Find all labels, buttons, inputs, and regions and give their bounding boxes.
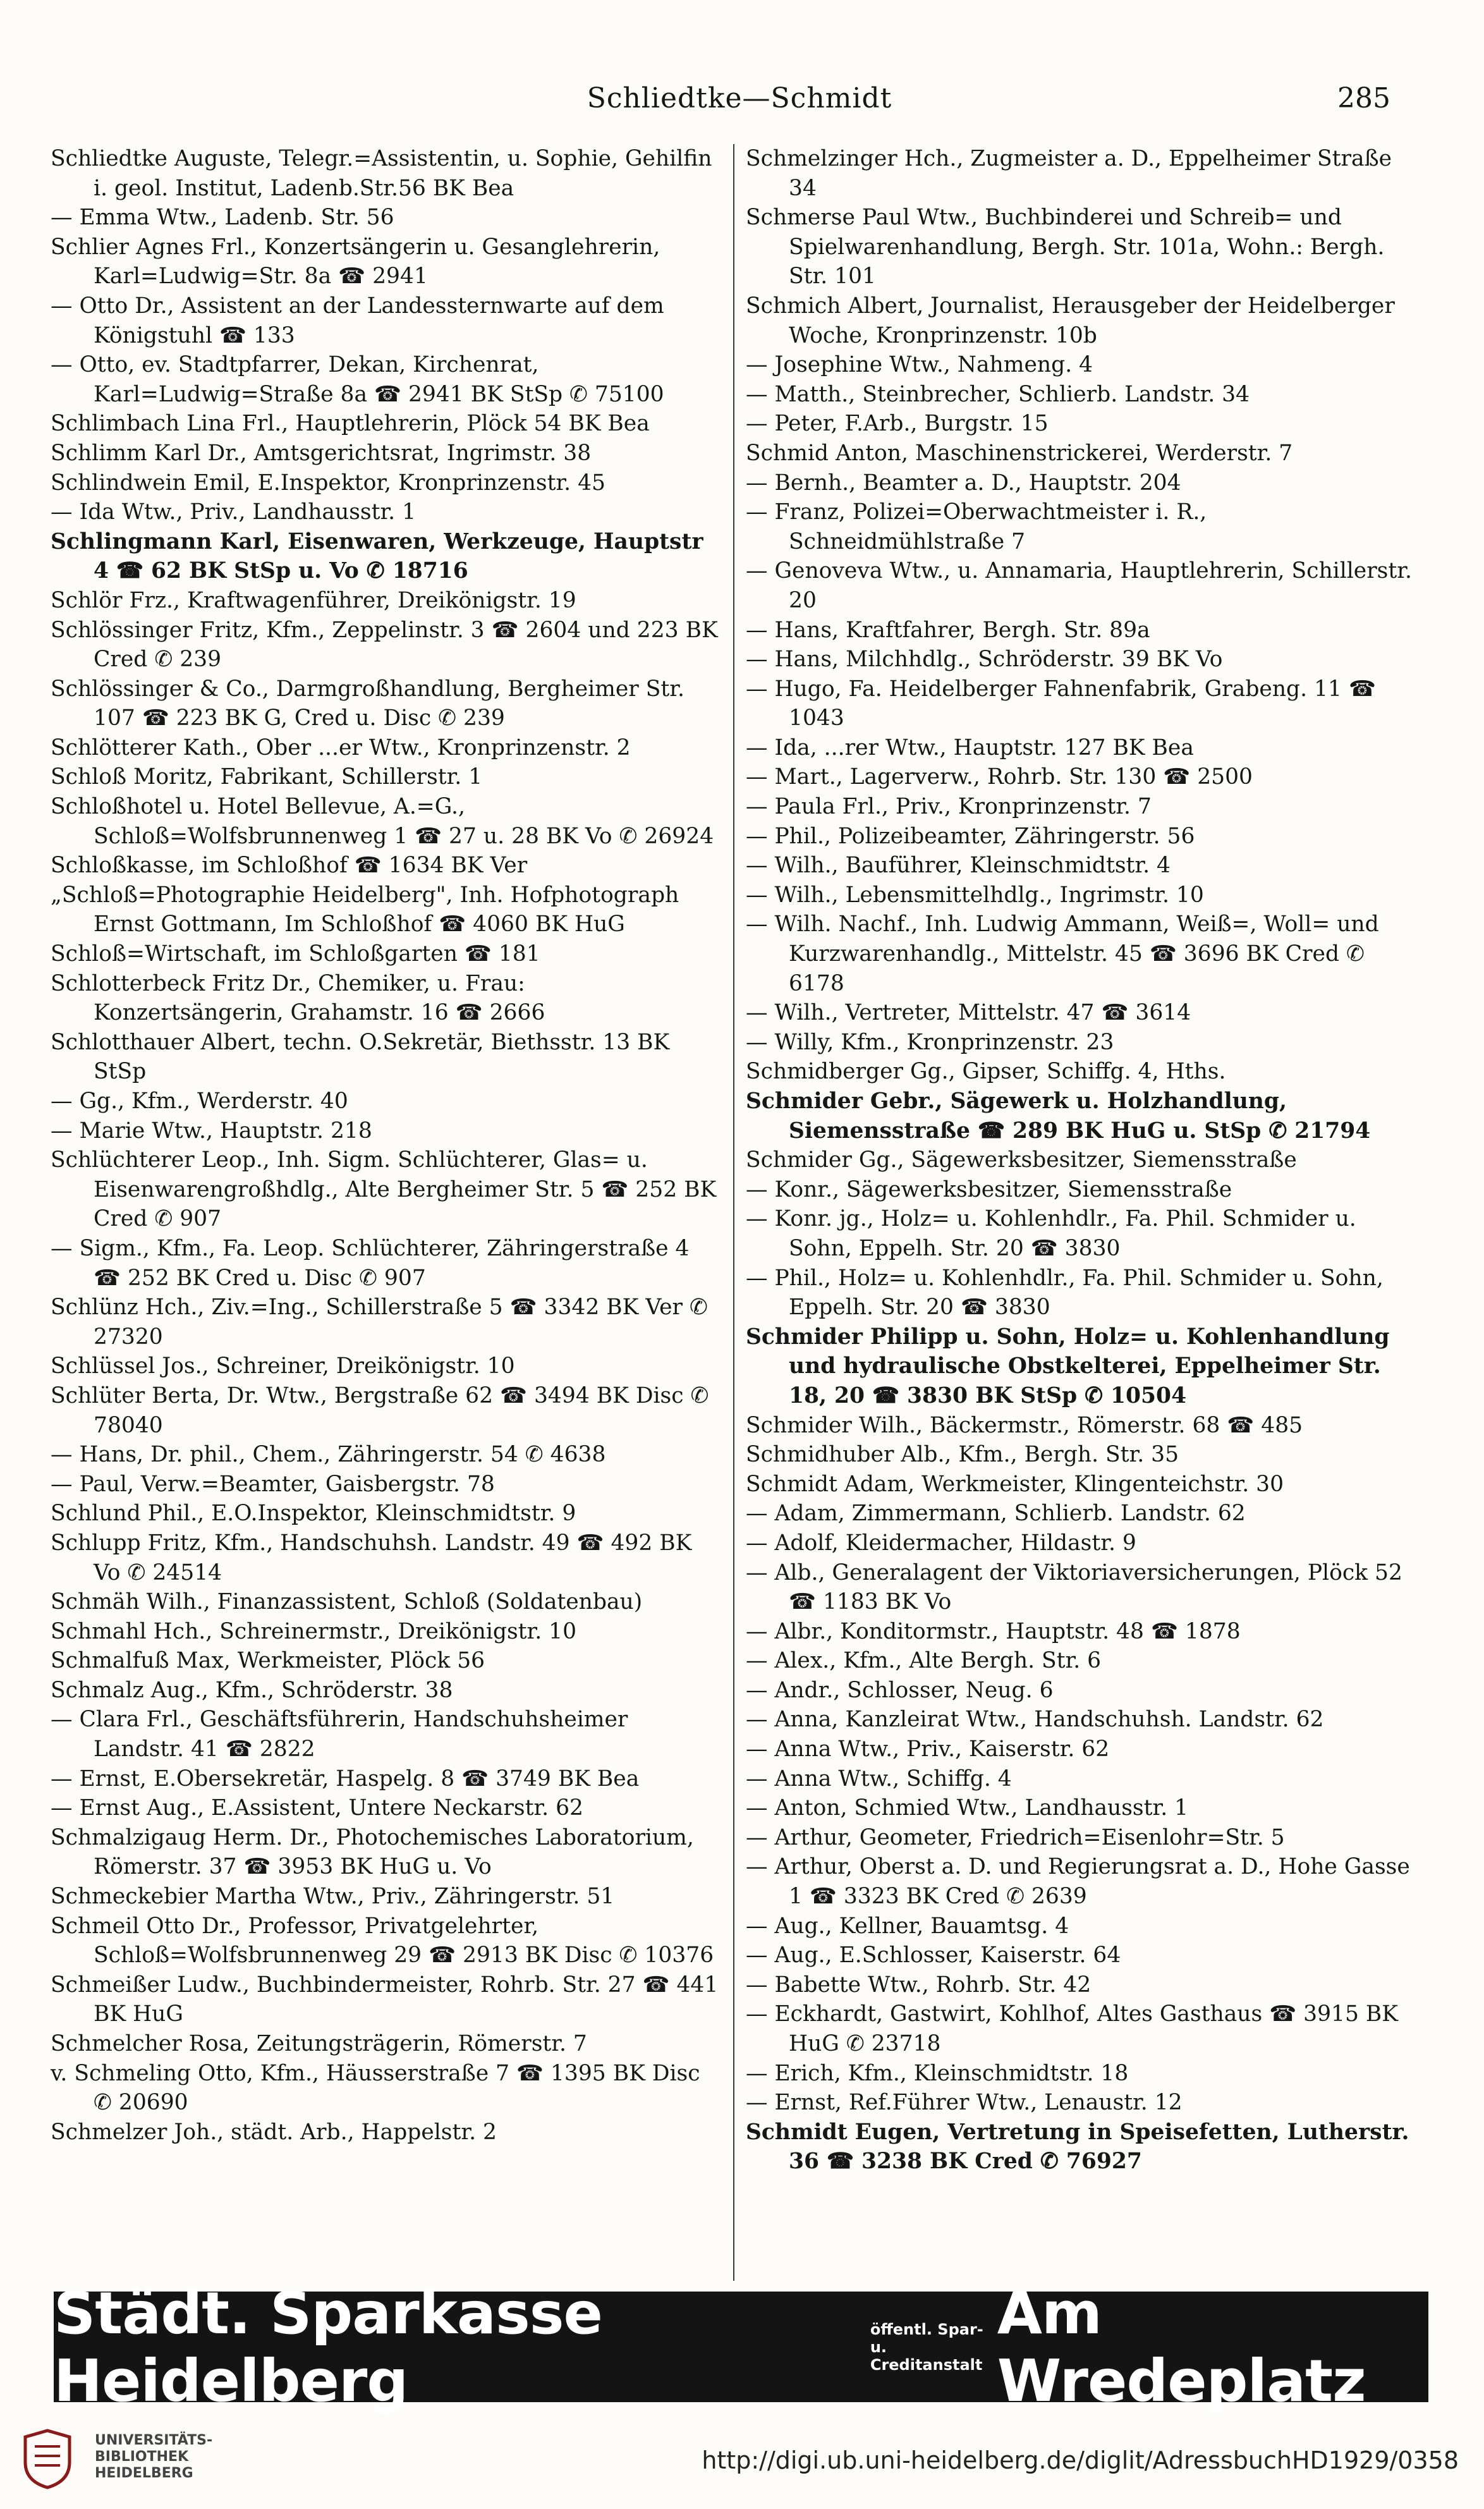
directory-entry: — Gg., Kfm., Werderstr. 40 bbox=[51, 1089, 348, 1114]
directory-entry: — Wilh., Lebensmittelhdlg., Ingrimstr. 10 bbox=[746, 882, 1204, 908]
directory-entry: „Schloß=Photographie Heidelberg", Inh. Hofphotograph Ernst Gottmann, Im Schloßhof ☎ 4060 BK HuG bbox=[51, 882, 679, 937]
directory-entry: Schloß=Wirtschaft, im Schloßgarten ☎ 181 bbox=[51, 941, 540, 967]
directory-entry: Schlüter Berta, Dr. Wtw., Bergstraße 62 ☎ 3494 BK Disc ✆ 78040 bbox=[51, 1383, 709, 1438]
directory-entry: — Wilh., Bauführer, Kleinschmidtstr. 4 bbox=[746, 853, 1171, 879]
directory-entry: — Eckhardt, Gastwirt, Kohlhof, Altes Gasthaus ☎ 3915 BK HuG ✆ 23718 bbox=[746, 2001, 1399, 2056]
directory-entry: — Paul, Verw.=Beamter, Gaisbergstr. 78 bbox=[51, 1471, 495, 1497]
directory-entry: Schlund Phil., E.O.Inspektor, Kleinschmidtstr. 9 bbox=[51, 1501, 576, 1527]
directory-entry: Schlüchterer Leop., Inh. Sigm. Schlüchterer, Glas= u. Eisenwarengroßhdlg., Alte Bergheimer Str. 5 ☎ 252 BK Cred ✆ 907 bbox=[51, 1147, 717, 1232]
directory-columns bbox=[51, 144, 1428, 2281]
directory-entry: — Erich, Kfm., Kleinschmidtstr. 18 bbox=[746, 2060, 1129, 2086]
directory-entry: Schmidt Adam, Werkmeister, Klingenteichstr. 30 bbox=[746, 1471, 1284, 1497]
directory-entry: — Alex., Kfm., Alte Bergh. Str. 6 bbox=[746, 1648, 1102, 1674]
directory-entry: — Anton, Schmied Wtw., Landhausstr. 1 bbox=[746, 1795, 1189, 1821]
directory-entry: Schlünz Hch., Ziv.=Ing., Schillerstraße 5 ☎ 3342 BK Ver ✆ 27320 bbox=[51, 1295, 708, 1350]
directory-entry: — Andr., Schlosser, Neug. 6 bbox=[746, 1677, 1054, 1703]
directory-entry: — Ernst, Ref.Führer Wtw., Lenaustr. 12 bbox=[746, 2090, 1183, 2116]
page-title: Schliedtke—Schmidt bbox=[587, 82, 892, 114]
directory-entry: — Konr., Sägewerksbesitzer, Siemensstraße bbox=[746, 1176, 1232, 1202]
directory-entry: Schmeißer Ludw., Buchbindermeister, Rohrb. Str. 27 ☎ 441 BK HuG bbox=[51, 1972, 719, 2027]
directory-entry: Schmalzigaug Herm. Dr., Photochemisches Laboratorium, Römerstr. 37 ☎ 3953 BK HuG u. Vo bbox=[51, 1824, 694, 1880]
directory-entry: Schmalfuß Max, Werkmeister, Plöck 56 bbox=[51, 1648, 485, 1674]
directory-entry: Schliedtke Auguste, Telegr.=Assistentin, u. Sophie, Gehilfin i. geol. Institut, Ladenb.Str.56 BK Bea bbox=[51, 146, 712, 201]
directory-entry: — Hans, Kraftfahrer, Bergh. Str. 89a bbox=[746, 617, 1150, 643]
directory-entry: — Clara Frl., Geschäftsführerin, Handschuhsheimer Landstr. 41 ☎ 2822 bbox=[51, 1707, 628, 1762]
directory-entry: — Josephine Wtw., Nahmeng. 4 bbox=[746, 352, 1093, 378]
directory-entry: — Adam, Zimmermann, Schlierb. Landstr. 62 bbox=[746, 1501, 1246, 1527]
directory-entry: — Wilh. Nachf., Inh. Ludwig Ammann, Weiß=, Woll= und Kurzwarenhandlg., Mittelstr. 45 ☎ 3696 BK Cred ✆ 6178 bbox=[746, 912, 1379, 996]
directory-entry: — Emma Wtw., Ladenb. Str. 56 bbox=[51, 205, 394, 231]
directory-entry: Schlotthauer Albert, techn. O.Sekretär, Biethsstr. 13 BK StSp bbox=[51, 1029, 670, 1085]
directory-entry: Schmider Philipp u. Sohn, Holz= u. Kohlenhandlung und hydraulische Obstkelterei, Eppelheimer Str. 18, 20 ☎ 3830 BK StSp ✆ 10504 bbox=[746, 1324, 1390, 1408]
directory-entry: Schlupp Fritz, Kfm., Handschuhsh. Landstr. 49 ☎ 492 BK Vo ✆ 24514 bbox=[51, 1530, 692, 1585]
ad-small-text bbox=[870, 2321, 988, 2374]
directory-entry: — Hans, Milchhdlg., Schröderstr. 39 BK Vo bbox=[746, 647, 1223, 673]
directory-entry: — Wilh., Vertreter, Mittelstr. 47 ☎ 3614 bbox=[746, 1000, 1191, 1026]
directory-entry: — Babette Wtw., Rohrb. Str. 42 bbox=[746, 1972, 1092, 1998]
ad-small-line-1: öffentl. Spar- u. bbox=[870, 2320, 983, 2356]
library-name-line-3: HEIDELBERG bbox=[95, 2465, 193, 2481]
directory-entry: Schmäh Wilh., Finanzassistent, Schloß (Soldatenbau) bbox=[51, 1589, 643, 1615]
directory-entry: Schlingmann Karl, Eisenwaren, Werkzeuge, Hauptstr 4 ☎ 62 BK StSp u. Vo ✆ 18716 bbox=[51, 528, 703, 584]
university-library-logo-icon bbox=[13, 2427, 82, 2491]
directory-entry: Schlör Frz., Kraftwagenführer, Dreikönigstr. 19 bbox=[51, 587, 576, 613]
directory-entry: — Marie Wtw., Hauptstr. 218 bbox=[51, 1118, 372, 1144]
directory-entry: Schlimm Karl Dr., Amtsgerichtsrat, Ingrimstr. 38 bbox=[51, 440, 592, 466]
directory-entry: Schlotterbeck Fritz Dr., Chemiker, u. Frau: Konzertsängerin, Grahamstr. 16 ☎ 2666 bbox=[51, 970, 545, 1026]
directory-entry: Schlössinger Fritz, Kfm., Zeppelinstr. 3 ☎ 2604 und 223 BK Cred ✆ 239 bbox=[51, 617, 718, 673]
directory-entry: Schmelzinger Hch., Zugmeister a. D., Eppelheimer Straße 34 bbox=[746, 146, 1392, 201]
directory-entry: — Ernst, E.Obersekretär, Haspelg. 8 ☎ 3749 BK Bea bbox=[51, 1766, 640, 1792]
directory-entry: — Hans, Dr. phil., Chem., Zähringerstr. 54 ✆ 4638 bbox=[51, 1442, 606, 1468]
directory-entry: Schmider Wilh., Bäckermstr., Römerstr. 68 ☎ 485 bbox=[746, 1412, 1303, 1438]
page-header bbox=[51, 82, 1428, 126]
directory-entry: — Ida, ...rer Wtw., Hauptstr. 127 BK Bea bbox=[746, 735, 1194, 760]
directory-entry: — Arthur, Oberst a. D. und Regierungsrat a. D., Hohe Gasse 1 ☎ 3323 BK Cred ✆ 2639 bbox=[746, 1854, 1410, 1910]
library-name-line-2: BIBLIOTHEK bbox=[95, 2449, 189, 2465]
page-number: 285 bbox=[1337, 82, 1390, 114]
directory-entry: Schmelzer Joh., städt. Arb., Happelstr. 2 bbox=[51, 2119, 497, 2145]
directory-entry: — Aug., Kellner, Bauamtsg. 4 bbox=[746, 1913, 1069, 1939]
directory-entry: Schloßhotel u. Hotel Bellevue, A.=G., Schloß=Wolfsbrunnenweg 1 ☎ 27 u. 28 BK Vo ✆ 26924 bbox=[51, 794, 714, 849]
directory-entry: — Sigm., Kfm., Fa. Leop. Schlüchterer, Zähringerstraße 4 ☎ 252 BK Cred u. Disc ✆ 907 bbox=[51, 1235, 690, 1291]
directory-entry: — Phil., Holz= u. Kohlenhdlr., Fa. Phil. Schmider u. Sohn, Eppelh. Str. 20 ☎ 3830 bbox=[746, 1265, 1384, 1321]
directory-entry: Schmid Anton, Maschinenstrickerei, Werderstr. 7 bbox=[746, 440, 1293, 466]
sparkasse-advertisement bbox=[54, 2279, 1428, 2415]
directory-entry: — Anna Wtw., Schiffg. 4 bbox=[746, 1766, 1012, 1792]
directory-entry: — Anna Wtw., Priv., Kaiserstr. 62 bbox=[746, 1737, 1110, 1762]
directory-entry: Schmalz Aug., Kfm., Schröderstr. 38 bbox=[51, 1677, 453, 1703]
directory-entry: Schmidhuber Alb., Kfm., Bergh. Str. 35 bbox=[746, 1442, 1179, 1468]
ad-left-text: Städt. Sparkasse Heidelberg bbox=[54, 2279, 602, 2415]
directory-entry: — Willy, Kfm., Kronprinzenstr. 23 bbox=[746, 1029, 1114, 1055]
directory-entry: Schlössinger & Co., Darmgroßhandlung, Bergheimer Str. 107 ☎ 223 BK G, Cred u. Disc ✆ 239 bbox=[51, 676, 684, 731]
ad-right-text: Am Wredeplatz bbox=[997, 2279, 1366, 2415]
directory-entry: — Aug., E.Schlosser, Kaiserstr. 64 bbox=[746, 1943, 1121, 1969]
directory-entry: Schmerse Paul Wtw., Buchbinderei und Schreib= und Spielwarenhandlung, Bergh. Str. 101a, Wohn.: Bergh. Str. 101 bbox=[746, 205, 1385, 290]
ad-small-line-2: Creditanstalt bbox=[870, 2355, 983, 2374]
directory-entry: Schlötterer Kath., Ober ...er Wtw., Kronprinzenstr. 2 bbox=[51, 735, 631, 760]
left-column bbox=[51, 144, 721, 2147]
page-footer bbox=[0, 2421, 1484, 2497]
directory-entry: — Konr. jg., Holz= u. Kohlenhdlr., Fa. Phil. Schmider u. Sohn, Eppelh. Str. 20 ☎ 3830 bbox=[746, 1206, 1356, 1261]
directory-entry: Schmahl Hch., Schreinermstr., Dreikönigstr. 10 bbox=[51, 1618, 577, 1644]
directory-entry: Schmidberger Gg., Gipser, Schiffg. 4, Hths. bbox=[746, 1059, 1226, 1085]
directory-entry: Schlier Agnes Frl., Konzertsängerin u. Gesanglehrerin, Karl=Ludwig=Str. 8a ☎ 2941 bbox=[51, 234, 660, 290]
library-name bbox=[95, 2433, 284, 2482]
directory-entry: — Albr., Konditormstr., Hauptstr. 48 ☎ 1878 bbox=[746, 1618, 1241, 1644]
directory-entry: Schmider Gg., Sägewerksbesitzer, Siemensstraße bbox=[746, 1147, 1297, 1173]
library-name-line-1: UNIVERSITÄTS- bbox=[95, 2433, 213, 2448]
directory-entry: — Peter, F.Arb., Burgstr. 15 bbox=[746, 411, 1049, 437]
directory-entry: — Matth., Steinbrecher, Schlierb. Landstr. 34 bbox=[746, 381, 1250, 407]
directory-entry: Schlimbach Lina Frl., Hauptlehrerin, Plöck 54 BK Bea bbox=[51, 411, 650, 437]
directory-entry: Schmeil Otto Dr., Professor, Privatgelehrter, Schloß=Wolfsbrunnenweg 29 ☎ 2913 BK Disc ✆ 10376 bbox=[51, 1913, 714, 1969]
directory-entry: — Hugo, Fa. Heidelberger Fahnenfabrik, Grabeng. 11 ☎ 1043 bbox=[746, 676, 1376, 731]
directory-entry: Schlindwein Emil, E.Inspektor, Kronprinzenstr. 45 bbox=[51, 470, 605, 496]
directory-entry: Schloßkasse, im Schloßhof ☎ 1634 BK Ver bbox=[51, 853, 528, 879]
directory-entry: — Adolf, Kleidermacher, Hildastr. 9 bbox=[746, 1530, 1136, 1556]
directory-entry: Schmich Albert, Journalist, Herausgeber der Heidelberger Woche, Kronprinzenstr. 10b bbox=[746, 293, 1395, 348]
directory-entry: — Paula Frl., Priv., Kronprinzenstr. 7 bbox=[746, 794, 1152, 820]
directory-entry: — Bernh., Beamter a. D., Hauptstr. 204 bbox=[746, 470, 1181, 496]
directory-entry: — Arthur, Geometer, Friedrich=Eisenlohr=Str. 5 bbox=[746, 1824, 1285, 1850]
directory-entry: v. Schmeling Otto, Kfm., Häusserstraße 7 ☎ 1395 BK Disc ✆ 20690 bbox=[51, 2060, 700, 2116]
directory-entry: Schlüssel Jos., Schreiner, Dreikönigstr. 10 bbox=[51, 1353, 515, 1379]
directory-entry: Schmidt Eugen, Vertretung in Speisefetten, Lutherstr. 36 ☎ 3238 BK Cred ✆ 76927 bbox=[746, 2119, 1409, 2175]
directory-entry: — Franz, Polizei=Oberwachtmeister i. R., Schneidmühlstraße 7 bbox=[746, 499, 1207, 554]
directory-entry: Schmeckebier Martha Wtw., Priv., Zähringerstr. 51 bbox=[51, 1884, 615, 1910]
directory-entry: — Alb., Generalagent der Viktoriaversicherungen, Plöck 52 ☎ 1183 BK Vo bbox=[746, 1560, 1402, 1615]
column-divider bbox=[733, 144, 734, 2281]
directory-entry: Schmelcher Rosa, Zeitungsträgerin, Römerstr. 7 bbox=[51, 2031, 587, 2056]
directory-entry: — Otto, ev. Stadtpfarrer, Dekan, Kirchenrat, Karl=Ludwig=Straße 8a ☎ 2941 BK StSp ✆ 75100 bbox=[51, 352, 664, 407]
directory-entry: — Ernst Aug., E.Assistent, Untere Neckarstr. 62 bbox=[51, 1795, 583, 1821]
directory-entry: Schmider Gebr., Sägewerk u. Holzhandlung, Siemensstraße ☎ 289 BK HuG u. StSp ✆ 21794 bbox=[746, 1089, 1371, 1144]
directory-entry: — Mart., Lagerverw., Rohrb. Str. 130 ☎ 2500 bbox=[746, 764, 1253, 790]
directory-entry: — Ida Wtw., Priv., Landhausstr. 1 bbox=[51, 499, 417, 525]
directory-entry: — Anna, Kanzleirat Wtw., Handschuhsh. Landstr. 62 bbox=[746, 1707, 1324, 1733]
directory-entry: — Otto Dr., Assistent an der Landessternwarte auf dem Königstuhl ☎ 133 bbox=[51, 293, 664, 348]
directory-entry: — Genoveva Wtw., u. Annamaria, Hauptlehrerin, Schillerstr. 20 bbox=[746, 558, 1412, 613]
directory-entry: — Phil., Polizeibeamter, Zähringerstr. 56 bbox=[746, 823, 1195, 849]
directory-entry: Schloß Moritz, Fabrikant, Schillerstr. 1 bbox=[51, 764, 483, 790]
source-url-link[interactable]: http://digi.ub.uni-heidelberg.de/diglit/AdressbuchHD1929/0358 bbox=[702, 2446, 1459, 2474]
right-column bbox=[746, 144, 1416, 2176]
